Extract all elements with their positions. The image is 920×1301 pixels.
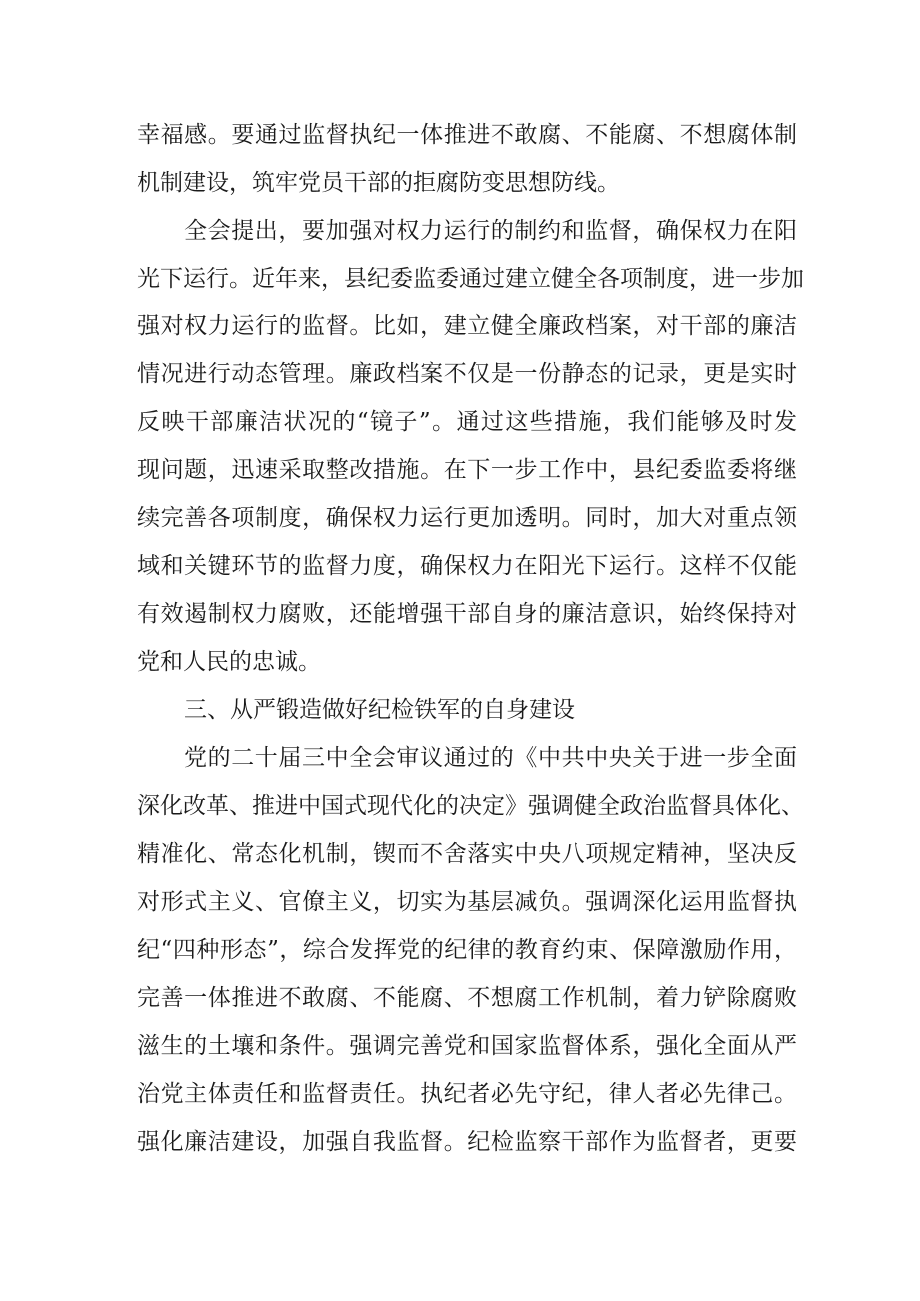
paragraph-line: 滋生的土壤和条件。强调完善党和国家监督体系，强化全面从严 bbox=[137, 1033, 797, 1059]
paragraph-line: 有效遏制权力腐败，还能增强干部自身的廉洁意识，始终保持对 bbox=[137, 601, 797, 627]
paragraph-line: 反映干部廉洁状况的“镜子”。通过这些措施，我们能够及时发 bbox=[137, 409, 797, 435]
paragraph-line: 治党主体责任和监督责任。执纪者必先守纪，律人者必先律己。 bbox=[137, 1081, 797, 1107]
paragraph-line: 续完善各项制度，确保权力运行更加透明。同时，加大对重点领 bbox=[137, 505, 797, 531]
paragraph-line: 纪“四种形态”，综合发挥党的纪律的教育约束、保障激励作用， bbox=[137, 937, 797, 963]
section-heading: 三、从严锻造做好纪检铁军的自身建设 bbox=[184, 697, 575, 723]
paragraph-line: 对形式主义、官僚主义，切实为基层减负。强调深化运用监督执 bbox=[137, 889, 797, 915]
paragraph-line: 党和人民的忠诚。 bbox=[137, 649, 321, 675]
paragraph-line: 全会提出，要加强对权力运行的制约和监督，确保权力在阳 bbox=[184, 218, 797, 244]
paragraph-line: 机制建设，筑牢党员干部的拒腐防变思想防线。 bbox=[137, 170, 620, 196]
paragraph-line: 精准化、常态化机制，锲而不舍落实中央八项规定精神，坚决反 bbox=[137, 841, 797, 867]
paragraph-line: 强对权力运行的监督。比如，建立健全廉政档案，对干部的廉洁 bbox=[137, 313, 797, 339]
paragraph-line: 光下运行。近年来，县纪委监委通过建立健全各项制度，进一步加 bbox=[137, 266, 804, 292]
paragraph-line: 党的二十届三中全会审议通过的《中共中央关于进一步全面 bbox=[184, 745, 797, 771]
paragraph-line: 强化廉洁建设，加强自我监督。纪检监察干部作为监督者，更要 bbox=[137, 1129, 797, 1155]
paragraph-line: 深化改革、推进中国式现代化的决定》强调健全政治监督具体化、 bbox=[137, 793, 804, 819]
paragraph-line: 现问题，迅速采取整改措施。在下一步工作中，县纪委监委将继 bbox=[137, 457, 797, 483]
paragraph-line: 域和关键环节的监督力度，确保权力在阳光下运行。这样不仅能 bbox=[137, 553, 797, 579]
paragraph-line: 完善一体推进不敢腐、不能腐、不想腐工作机制，着力铲除腐败 bbox=[137, 985, 797, 1011]
paragraph-line: 情况进行动态管理。廉政档案不仅是一份静态的记录，更是实时 bbox=[137, 361, 797, 387]
paragraph-line: 幸福感。要通过监督执纪一体推进不敢腐、不能腐、不想腐体制 bbox=[137, 122, 797, 148]
